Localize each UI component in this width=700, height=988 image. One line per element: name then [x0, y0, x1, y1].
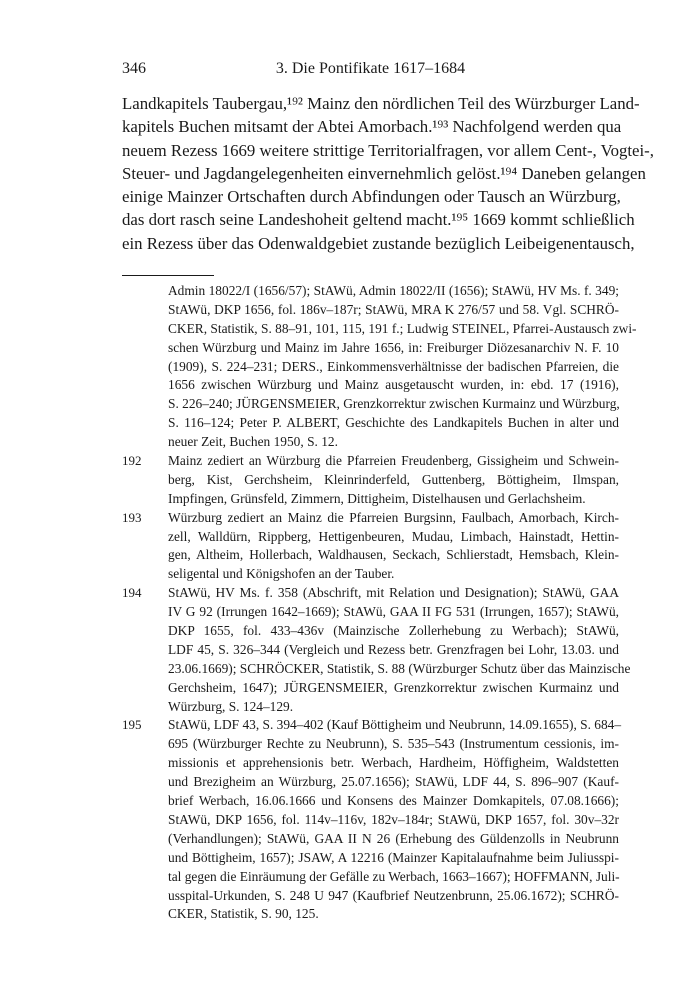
footnote-line: usspital-Urkunden, S. 248 U 947 (Kaufbrief Neutzenbrunn, 25.06.1672); SCHRÖ- [168, 887, 619, 903]
footnote-line: tal gegen die Einräumung der Gefälle zu Werbach, 1663–1667); HOFFMANN, Juli- [168, 868, 620, 884]
body-line: einige Mainzer Ortschaften durch Abfindungen oder Tausch an Würzburg, [122, 187, 621, 207]
footnote-line: StAWü, DKP 1656, fol. 186v–187r; StAWü, MRA K 276/57 und 58. Vgl. SCHRÖ- [168, 301, 619, 317]
page-number: 346 [122, 60, 146, 77]
footnote-line: und Brezigheim an Würzburg, 25.07.1656); StAWü, LDF 44, S. 896–907 (Kauf- [168, 774, 619, 790]
footnote-line: Mainz zediert an Würzburg die Pfarreien Freudenberg, Gissigheim und Schwein- [168, 453, 619, 469]
footnote-194 [122, 584, 631, 716]
footnote-line: 1656 zwischen Würzburg und Mainz ausgetauscht wurden, in: ebd. 17 (1916), [168, 377, 619, 393]
footnote-line: brief Werbach, 16.06.1666 und Konsens des Mainzer Domkapitels, 07.08.1666); [168, 793, 619, 809]
footnote-line: missionis et apprehensionis betr. Werbach, Hardheim, Höffigheim, Waldstetten [168, 755, 619, 771]
footnote-line: 695 (Würzburger Rechte zu Neubrunn), S. 535–543 (Instrumentum cessionis, im- [168, 736, 619, 752]
footnotes [122, 282, 637, 924]
footnote-line: und Böttigheim, 1657); JSAW, A 12216 (Mainzer Kapitalaufnahme beim Juliusspi- [168, 849, 619, 865]
body-line: das dort rasch seine Landeshoheit geltend macht.¹⁹⁵ 1669 kommt schließlich [122, 210, 635, 230]
body-line: neuem Rezess 1669 weitere strittige Territorialfragen, vor allem Cent-, Vogtei-, [122, 140, 654, 160]
footnote-line: DKP 1655, fol. 433–436v (Mainzische Zollerhebung zu Werbach); StAWü, [168, 623, 619, 639]
body-line: Steuer- und Jagdangelegenheiten einvernehmlich gelöst.¹⁹⁴ Daneben gelangen [122, 163, 646, 183]
footnote-line: neuer Zeit, Buchen 1950, S. 12. [168, 434, 338, 450]
footnote-number: 194 [122, 585, 142, 601]
footnote-line: Gerchsheim, 1647); JÜRGENSMEIER, Grenzkorrektur zwischen Kurmainz und [168, 679, 619, 695]
footnote-line: LDF 45, S. 326–344 (Vergleich und Rezess betr. Grenzfragen bei Lohr, 13.03. und [168, 641, 619, 657]
footnote-line: S. 226–240; JÜRGENSMEIER, Grenzkorrektur zwischen Kurmainz und Würzburg, [168, 396, 620, 412]
footnote-number: 193 [122, 509, 142, 525]
footnote-line: S. 116–124; Peter P. ALBERT, Geschichte des Landkapitels Buchen in alter und [168, 415, 619, 431]
footnote-continued [122, 282, 637, 452]
footnote-line: Würzburg, S. 124–129. [168, 698, 294, 714]
body-text [122, 92, 654, 255]
footnote-separator [122, 275, 214, 276]
footnote-line: (Verhandlungen); StAWü, GAA II N 26 (Erhebung des Güldenzolls in Neubrunn [168, 830, 619, 846]
body-line: Landkapitels Taubergau,¹⁹² Mainz den nördlichen Teil des Würzburger Land- [122, 94, 640, 113]
footnote-line: schen Würzburg und Mainz im Jahre 1656, in: Freiburger Diözesanarchiv N. F. 10 [168, 339, 619, 355]
footnote-number: 195 [122, 717, 142, 733]
footnote-line: Würzburg zediert an Mainz die Pfarreien Burgsinn, Faulbach, Amorbach, Kirch- [168, 509, 619, 525]
footnote-line: 23.06.1669); SCHRÖCKER, Statistik, S. 88 (Würzburger Schutz über das Mainzische [168, 660, 631, 676]
running-head: 3. Die Pontifikate 1617–1684 [275, 60, 466, 77]
footnote-number: 192 [122, 453, 142, 469]
footnote-193 [122, 509, 619, 585]
footnote-line: Impfingen, Grünsfeld, Zimmern, Dittigheim, Distelhausen und Gerlachsheim. [168, 490, 586, 506]
body-line: ein Rezess über das Odenwaldgebiet zustande bezüglich Leibeigenentausch, [122, 233, 635, 253]
footnote-192 [122, 452, 619, 509]
footnote-line: CKER, Statistik, S. 90, 125. [168, 906, 319, 922]
footnote-line: CKER, Statistik, S. 88–91, 101, 115, 191 f.; Ludwig STEINEL, Pfarrei-Austausch zwi- [168, 320, 637, 336]
footnote-line: berg, Kist, Gerchsheim, Kleinrinderfeld, Guttenberg, Böttigheim, Ilmspan, [168, 471, 619, 487]
footnote-line: Admin 18022/I (1656/57); StAWü, Admin 18022/II (1656); StAWü, HV Ms. f. 349; [168, 283, 619, 298]
footnote-line: StAWü, LDF 43, S. 394–402 (Kauf Böttigheim und Neubrunn, 14.09.1655), S. 684– [168, 717, 622, 733]
footnote-195 [122, 716, 622, 924]
footnote-line: StAWü, DKP 1656, fol. 114v–116v, 182v–184r; StAWü, DKP 1657, fol. 30v–32r [168, 811, 619, 827]
body-line: kapitels Buchen mitsamt der Abtei Amorbach.¹⁹³ Nachfolgend werden qua [122, 117, 622, 137]
footnote-line: zell, Walldürn, Rippberg, Hettigenbeuren, Mudau, Limbach, Hainstadt, Hettin- [168, 528, 619, 544]
footnote-line: StAWü, HV Ms. f. 358 (Abschrift, mit Relation und Designation); StAWü, GAA [168, 585, 619, 601]
page-header [122, 60, 619, 84]
footnote-line: (1909), S. 224–231; DERS., Einkommensverhältnisse der badischen Pfarreien, die [168, 358, 619, 374]
footnote-line: IV G 92 (Irrungen 1642–1669); StAWü, GAA II FG 531 (Irrungen, 1657); StAWü, [168, 604, 619, 620]
footnote-line: gen, Altheim, Hollerbach, Waldhausen, Seckach, Schlierstadt, Hemsbach, Klein- [168, 547, 619, 563]
footnote-line: seligental und Königshofen an der Tauber. [168, 566, 395, 582]
